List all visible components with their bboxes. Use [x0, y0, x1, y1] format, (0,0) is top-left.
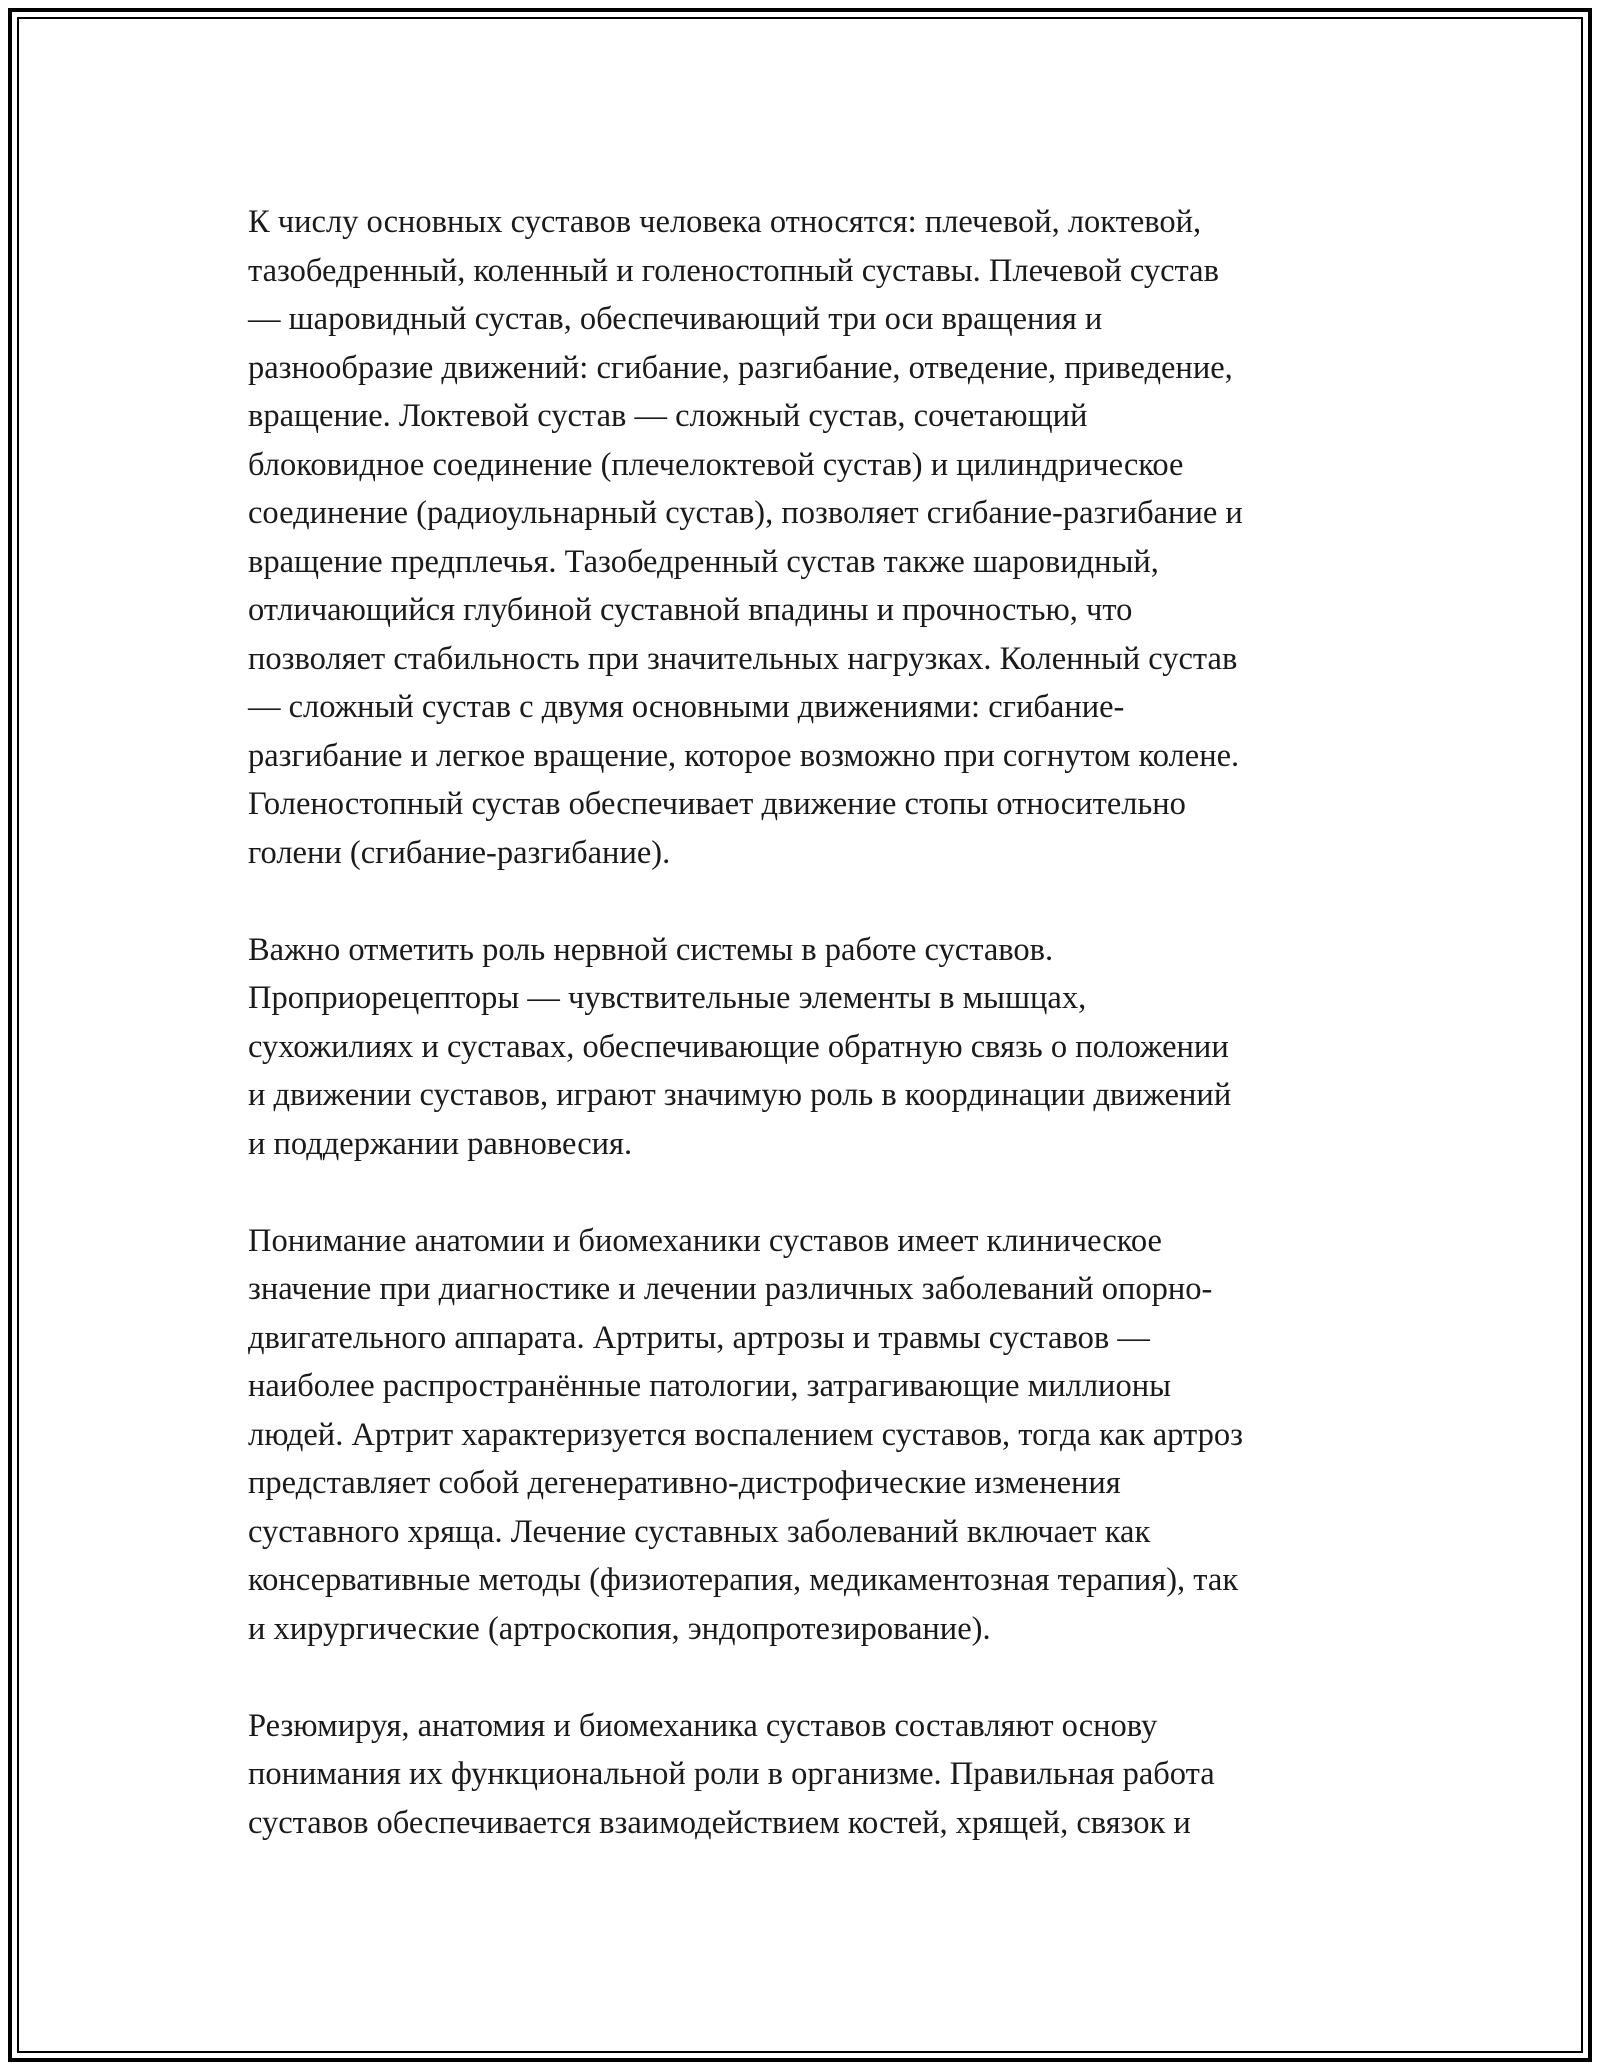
page-frame [8, 8, 1592, 2062]
text-line: Понимание анатомии и биомеханики суставов имеет клиническое [248, 1222, 1162, 1259]
text-line: разнообразие движений: сгибание, разгибание, отведение, приведение, [248, 349, 1233, 386]
text-line: отличающийся глубиной суставной впадины и прочностью, что [248, 592, 1133, 628]
paragraph-1 [248, 198, 1388, 877]
text-line: Голеностопный сустав обеспечивает движение стопы относительно [248, 786, 1186, 822]
text-line: разгибание и легкое вращение, которое возможно при согнутом колене. [248, 737, 1240, 774]
paragraph-2 [248, 926, 1388, 1169]
text-line: и поддержании равновесия. [248, 1125, 633, 1162]
document-body [248, 198, 1388, 1896]
text-line: суставного хряща. Лечение суставных заболеваний включает как [248, 1513, 1151, 1550]
text-line: вращение. Локтевой сустав — сложный сустав, сочетающий [248, 398, 1088, 434]
text-line: суставов обеспечивается взаимодействием костей, хрящей, связок и [248, 1804, 1191, 1841]
text-line: сухожилиях и суставах, обеспечивающие обратную связь о положении [248, 1028, 1229, 1065]
text-line: наиболее распространённые патологии, затрагивающие миллионы [248, 1368, 1171, 1404]
text-line: двигательного аппарата. Артриты, артрозы и травмы суставов — [248, 1319, 1150, 1356]
text-line: блоковидное соединение (плечелоктевой сустав) и цилиндрическое [248, 446, 1184, 483]
text-line: представляет собой дегенеративно-дистрофические изменения [248, 1465, 1121, 1501]
text-line: Важно отметить роль нервной системы в работе суставов. [248, 931, 1054, 968]
text-line: вращение предплечья. Тазобедренный сустав также шаровидный, [248, 543, 1159, 580]
paragraph-3 [248, 1217, 1388, 1654]
text-line: — шаровидный сустав, обеспечивающий три оси вращения и [248, 301, 1103, 337]
text-line: и движении суставов, играют значимую роль в координации движений [248, 1077, 1232, 1113]
text-line: значение при диагностике и лечении различных заболеваний опорно- [248, 1271, 1213, 1307]
text-line: понимания их функциональной роли в организме. Правильная работа [248, 1756, 1215, 1792]
text-line: Проприорецепторы — чувствительные элементы в мышцах, [248, 980, 1087, 1016]
text-line: — сложный сустав с двумя основными движениями: сгибание- [248, 689, 1125, 725]
text-line: позволяет стабильность при значительных нагрузках. Коленный сустав [248, 640, 1238, 677]
text-line: Резюмируя, анатомия и биомеханика суставов составляют основу [248, 1707, 1158, 1744]
text-line: К числу основных суставов человека относятся: плечевой, локтевой, [248, 204, 1202, 240]
paragraph-4 [248, 1702, 1388, 1848]
text-line: консервативные методы (физиотерапия, медикаментозная терапия), так [248, 1562, 1239, 1598]
text-line: людей. Артрит характеризуется воспалением суставов, тогда как артроз [248, 1416, 1243, 1453]
text-line: и хирургические (артроскопия, эндопротезирование). [248, 1610, 991, 1647]
text-line: голени (сгибание-разгибание). [248, 834, 671, 871]
text-line: соединение (радиоульнарный сустав), позволяет сгибание-разгибание и [248, 495, 1243, 531]
text-line: тазобедренный, коленный и голеностопный суставы. Плечевой сустав [248, 252, 1219, 289]
